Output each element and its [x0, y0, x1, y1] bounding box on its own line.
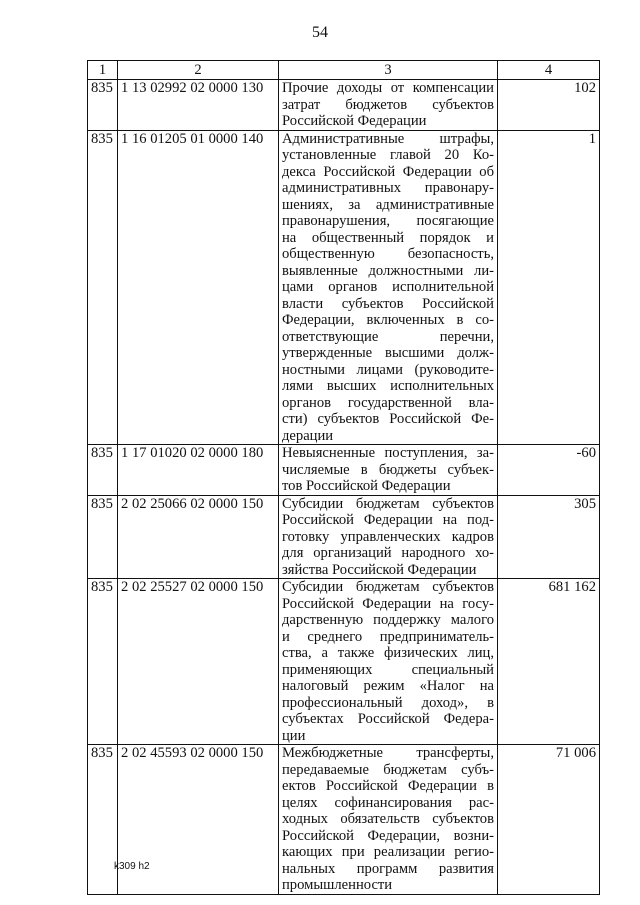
description-line: дарственную поддержку малого	[282, 612, 494, 628]
budget-classification-code-cell: 2 02 25527 02 0000 150	[118, 579, 279, 745]
description-line: зяйства Российской Федерации	[282, 561, 477, 578]
description-line: Субсидии бюджетам субъектов	[282, 495, 494, 512]
description-line: числяемые в бюджеты субъек-	[282, 461, 494, 478]
description-line: цами органов исполнительной	[282, 279, 494, 295]
description-line: лями высших исполнительных	[282, 378, 494, 394]
amount-cell: 305	[498, 495, 600, 579]
table-row	[88, 80, 600, 131]
description-line: ответствующие перечни,	[282, 328, 494, 345]
table-row	[88, 745, 600, 895]
admin-code-cell: 835	[88, 579, 118, 745]
revenue-description-cell	[279, 80, 498, 131]
description-line: власти субъектов Российской	[282, 295, 494, 312]
description-line: передаваемые бюджетам субъ-	[282, 761, 494, 778]
document-code: k309 h2	[114, 861, 150, 872]
amount-cell: 102	[498, 80, 600, 131]
description-line: на общественный порядок и	[282, 229, 494, 246]
description-line: для организаций народного хо-	[282, 545, 494, 561]
description-line: и среднего предприниматель-	[282, 628, 494, 645]
description-line: Межбюджетные трансферты,	[282, 745, 494, 761]
description-line: применяющих специальный	[282, 661, 494, 678]
admin-code-cell: 835	[88, 445, 118, 496]
admin-code-cell: 835	[88, 495, 118, 579]
description-line: дерации	[282, 427, 334, 444]
description-line: нальных программ развития	[282, 860, 494, 877]
amount-cell: -60	[498, 445, 600, 496]
description-line: органов государственной вла-	[282, 394, 494, 411]
budget-classification-code-cell: 2 02 25066 02 0000 150	[118, 495, 279, 579]
revenue-description-cell	[279, 745, 498, 895]
description-line: Федерации, включенных в со-	[282, 312, 494, 328]
description-line: Субсидии бюджетам субъектов	[282, 579, 494, 595]
header-col-4: 4	[498, 61, 600, 80]
description-line: общественную безопасность,	[282, 246, 494, 262]
revenue-description-cell	[279, 130, 498, 445]
header-col-3: 3	[279, 61, 498, 80]
description-line: профессиональный доход», в	[282, 694, 494, 711]
description-line: правонарушения, посягающие	[282, 213, 494, 229]
description-line: Прочие доходы от компенсации	[282, 80, 494, 96]
description-line: ходных обязательств субъектов	[282, 811, 494, 827]
description-line: Административные штрафы,	[282, 130, 494, 147]
description-line: Российской Федерации, возни-	[282, 827, 494, 844]
admin-code-cell: 835	[88, 130, 118, 445]
description-line: ектов Российской Федерации в	[282, 778, 494, 794]
description-line: сти) субъектов Российской Фе-	[282, 411, 494, 427]
description-line: Российской Федерации	[282, 113, 427, 129]
description-line: декса Российской Федерации об	[282, 163, 494, 180]
table-row	[88, 130, 600, 445]
budget-classification-code-cell: 1 16 01205 01 0000 140	[118, 130, 279, 445]
description-line: ства, а также физических лиц,	[282, 645, 494, 661]
description-line: целях софинансирования рас-	[282, 794, 494, 811]
amount-cell: 681 162	[498, 579, 600, 745]
admin-code-cell: 835	[88, 745, 118, 895]
header-col-1: 1	[88, 61, 118, 80]
revenue-description-cell	[279, 579, 498, 745]
description-line: Российской Федерации на госу-	[282, 595, 494, 612]
description-line: ностными лицами (руководите-	[282, 361, 494, 378]
description-line: утвержденные высшими долж-	[282, 345, 494, 361]
description-line: ции	[282, 727, 306, 744]
table-row	[88, 579, 600, 745]
description-line: промышленности	[282, 877, 393, 893]
page-number: 54	[312, 24, 328, 41]
description-line: установленные главой 20 Ко-	[282, 147, 494, 163]
description-line: шениях, за административные	[282, 196, 494, 213]
budget-classification-code-cell: 1 17 01020 02 0000 180	[118, 445, 279, 496]
header-col-2: 2	[118, 61, 279, 80]
description-line: выявленные должностными ли-	[282, 262, 494, 279]
description-line: тов Российской Федерации	[282, 478, 451, 494]
description-line: субъектах Российской Федера-	[282, 711, 494, 727]
description-line: Российской Федерации на под-	[282, 512, 494, 528]
description-line: затрат бюджетов субъектов	[282, 96, 494, 113]
revenue-description-cell	[279, 495, 498, 579]
description-line: кающих при реализации регио-	[282, 844, 494, 860]
revenue-description-cell	[279, 445, 498, 496]
budget-classification-code-cell: 2 02 45593 02 0000 150	[118, 745, 279, 895]
budget-table	[87, 60, 600, 895]
description-line: административных правонару-	[282, 180, 494, 196]
table-row	[88, 445, 600, 496]
table-header-row	[88, 61, 600, 80]
budget-classification-code-cell: 1 13 02992 02 0000 130	[118, 80, 279, 131]
amount-cell: 1	[498, 130, 600, 445]
description-line: готовку управленческих кадров	[282, 528, 494, 545]
admin-code-cell: 835	[88, 80, 118, 131]
description-line: налоговый режим «Налог на	[282, 678, 494, 694]
table-row	[88, 495, 600, 579]
description-line: Невыясненные поступления, за-	[282, 445, 494, 461]
amount-cell: 71 006	[498, 745, 600, 895]
